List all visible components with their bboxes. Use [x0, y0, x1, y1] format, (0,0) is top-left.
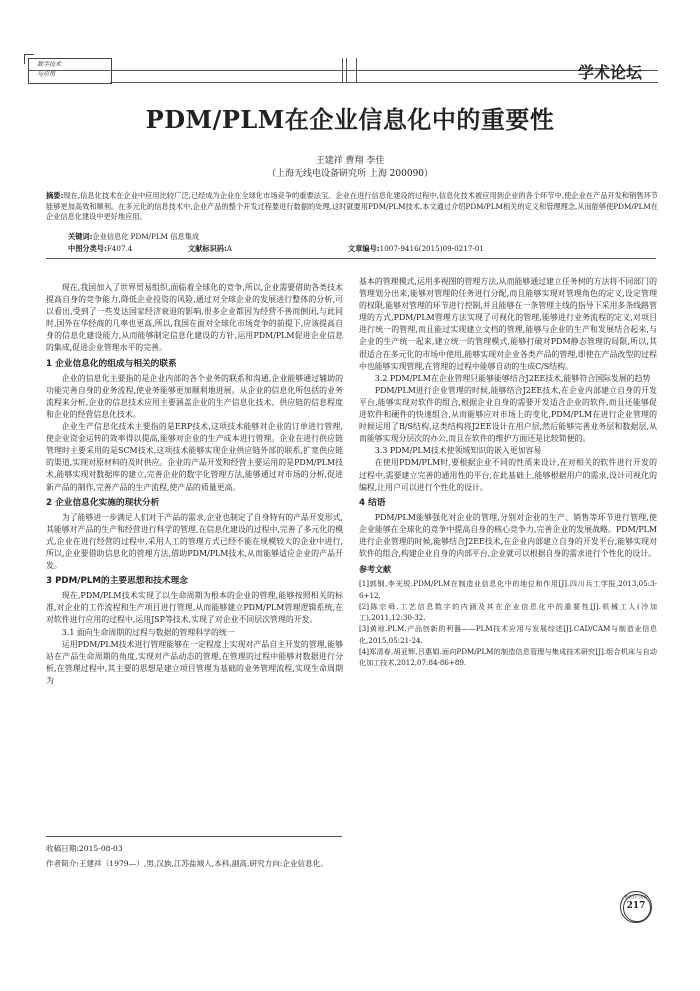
metadata-rule [46, 258, 656, 259]
article-title: PDM/PLM在企业信息化中的重要性 [145, 105, 555, 134]
section-4-paragraph: PDM/PLM能够强化对企业的管理,分别对企业的生产、销售等环节进行管理,使企业能够在全球化的竞争中提高自身的核心竞争力,完善企业的发展战略。PDM/PLM进行企业管理的时候,能够结合J2EE技术,在企业内部建立自身的开发平台,能够实现对软件的组合,构建企业自身的内部平台,企业就可以根据自身的需求进行个性化的设计。 [359, 512, 657, 559]
keywords-label: 关键词: [68, 232, 93, 241]
section-1-paragraph-2: 企业生产信息化技术主要指的是ERP技术,这项技术能够对企业的订单进行管理,使企业资金运转的效率得以提高,能够对企业的生产成本进行管理。企业在进行供应链管理时主要采用的是SCM技术,这项技术能够实现企业供应链外部的联系,扩宽供应链的渠道,实现对原材料的及时供应。企业的产品开发和经营主要运用的是PDM/PLM技术,能够实现对数据库的建立,完善企业的数字化管理方法,能够通过对市场的分析,促进新产品的制作,完善产品的生产流程,使产品的质量更高。 [46, 422, 343, 492]
references-heading: 参考文献 [359, 565, 391, 575]
abstract [46, 191, 658, 223]
author-bio: 作者简介:王建祥（1979—）,男,汉族,江苏盐城人,本科,副高,研究方向:企业信息化。 [46, 859, 328, 868]
logo-line-2: 与应用 [37, 71, 56, 78]
section-3-paragraph: 现在,PDM/PLM技术实现了以生命周期为根本的企业的管理,能够按照相关的标准,对企业的工作流程和生产项目进行管理,从而能够建立PDM/PLM管理逻辑系统,在对软件进行应用的过程中,运用JSP等技术,实现了对企业不同层次管理的开发。 [46, 591, 343, 625]
header-rule-top [28, 70, 658, 71]
article-authors: 王建祥 曹翔 李佳 [315, 156, 385, 166]
article-no-value: 1007-9416(2015)09-0217-01 [379, 244, 484, 253]
section-1-heading: 1 企业信息化的组成与相关的联系 [46, 358, 177, 369]
reference-item: [4]郑清春,胡亚辉,吕惠娟.面向PDM/PLM的制造信息管理与集成技术研究[J].组合机床与自动化加工技术,2012,07:84-86+89. [359, 647, 657, 668]
logo-line-1: 数字技术 [37, 61, 62, 68]
logo-corner-mark [24, 54, 34, 64]
received-date: 收稿日期:2015-08-03 [46, 844, 123, 853]
article-no-label: 文章编号: [348, 244, 380, 253]
badge-arc-text: 数字技术与应用 [624, 895, 648, 899]
abstract-text: 现在,信息化技术在企业中应用比较广泛,已经成为企业在全球化市场竞争的重要法宝。企业在进行信息化建设的过程中,信息化技术被应用到企业的各个环节中,使企业在产品开发和销售环节能够更加高效和顺利。在多元化的信息技术中,企业产品的整个开发过程要进行数据的处理,这时就要用PDM/PLM技术,本文通过介绍PDM/PLM相关的定义和管理理念,从而能够使PDM/PLM在企业信息化建设中更好地应用。 [46, 191, 658, 222]
journal-logo [28, 58, 112, 84]
section-2-paragraph: 为了能够进一步满足人们对于产品的需求,企业也制定了自身特有的产品开发形式,其能够对产品的生产和经营进行科学的管理,在信息化建设的过程中,完善了多元化的模式,企业在进行经营的过程中,采用人工的管理方式已经不能在规模较大的企业中进行,所以,企业要借助信息化的管理方法,借助PDM/PLM技术,从而能够适应企业的产品开发。 [46, 512, 343, 571]
subsection-3-1-paragraph: 运用PDM/PLM技术进行管理能够在一定程度上实现对产品自主开发的管理,能够站在产品生命周期的角度,实现对产品动态的管理,在管理的过程中能够对数据进行分析,在管理过程中,其主要的思想是建立项目管理为基础的业务管理流程,实现生命周期为 [46, 639, 343, 685]
page-number: 217 [626, 901, 646, 911]
clc-value: F407.4 [106, 244, 133, 253]
intro-paragraph: 现在,我国加入了世界贸易组织,面临着全球化的竞争,所以,企业需要借助各类技术提高自身的竞争能力,降低企业投资的风险,通过对全球企业的发展进行整体的分析,可以看出,受到了一些发达国家经济衰退的影响,很多企业都因为经营不善而倒闭,与此同时,国外在华经商的几率也更高,所以,我国在面对全球化市场竞争的前提下,应该提高自身的信息化建设能力,从而能够制定信息化建设的方针,运用PDM/PLM促进企业信息的集成,促进企业管理水平的完善。 [46, 283, 343, 353]
subsection-3-2-paragraph: PDM/PLM进行企业管理的时候,能够结合J2EE技术,在企业内部建立自身的开发平台,能够实现对软件的组合,根据企业自身的需要开发适合企业的软件,而且还能够促进软件和硬件的快速组合,从而能够应对市场上的变化,PDM/PLM在进行企业管理的时候运用了B/S结构,这类结构将J2EE设计在用户层,然后能够完善业务层和数据层,从而能够实现分层次的办公,而且在软件的维护方面还是比较简便的。 [359, 385, 657, 444]
reference-item: [2]陈宗舜.工艺信息数字的内涵及其在企业信息化中的重要性[J].机械工人(冷加工),2011,12:30-32. [359, 601, 657, 623]
article-affiliation: （上海无线电设备研究所 上海 200090） [266, 169, 434, 179]
doc-code-value: A [226, 244, 233, 253]
footnote-rule [46, 836, 342, 837]
header-divider-1 [342, 58, 343, 82]
section-3-heading: 3 PDM/PLM的主要思想和技术理念 [46, 576, 188, 587]
subsection-3-3-paragraph: 在使用PDM/PLM时,要根据企业不同的性质来设计,在对相关的软件进行开发的过程中,需要建立完善的通用性的平台,在此基础上,能够根据用户的需求,设计可视化的编程,让用户可以进行个性化的设计。 [359, 458, 657, 492]
section-1-paragraph-1: 企业的信息化主要指的是企业内部的各个业务的联系和沟通,企业能够通过辅助的功能完善自身的业务流程,使业务能够更加顺利地进展。从企业的信息化所包括的业务流程来分析,企业的信息技术应用主要涵盖企业的生产信息化技术、供应链的信息程度和企业的经营信息化技术。 [46, 373, 343, 419]
keywords [68, 232, 199, 243]
subsection-3-2-heading: 3.2 PDM/PLM在企业管理只能够能够结合J2EE技术,能够符合国际发展的趋势 [374, 373, 651, 383]
body-column-right [359, 276, 657, 669]
document-code [188, 244, 232, 255]
header-rule-bottom [110, 82, 658, 83]
section-label: 学术论坛 [577, 63, 642, 82]
subsection-3-3-heading: 3.3 PDM/PLM技术使领域知识的嵌入更加容易 [374, 446, 542, 456]
section-4-heading: 4 结语 [359, 497, 386, 508]
section-2-heading: 2 企业信息化实施的现状分析 [46, 497, 160, 508]
reference-item: [3]黄琼.PLM,产品创新的利器——PLM技术应用与发展综述[J].CAD/CAM与制造业信息化,2015,05:21-24. [359, 624, 657, 645]
clc-number [68, 244, 132, 255]
abstract-label: 摘要: [46, 191, 64, 200]
body-column-left [46, 282, 343, 687]
subsection-3-1-heading: 3.1 面向生命周期的过程与数据的管理科学的统一 [61, 627, 235, 637]
header-divider-2 [346, 58, 347, 82]
subsection-3-1-continued: 基本的管理模式,运用多视图的管理方法,从而能够通过建立任务树的方法将不同部门的管理划分出来,能够对管理的任务进行分配,而且能够实现对管理角色的定义,设定管理的权限,能够对管理的环节进行控制,并且能够在一条管理主线的指导下采用多条线路管理的方式,PDM/PLM管理方法实现了可视化的管理,能够进行业务流程的定义,对项目进行统一的管理,而且能过实现建立文档的管理,能够与企业的生产和发展结合起来,与企业的生产统一起来,建立统一的管理模式,能够打破对PDM静态管理的局限,所以,其很适合在多元化的市场中使用,能够实现对企业各类产品的管理,即使在产品改型的过程中也能够实现管理,在管理的过程中能够自动的生成C/S结构。 [359, 277, 657, 371]
keywords-text: 企业信息化 PDM/PLM 信息集成 [92, 232, 200, 241]
article-number [348, 244, 484, 255]
reference-item: [1]郭钢,李光锐.PDM/PLM在制造业信息化中的地位和作用[J].四川兵工学报,2013,05:3-6+12. [359, 579, 657, 600]
doc-code-label: 文献标识码: [188, 244, 227, 253]
clc-label: 中图分类号: [68, 244, 107, 253]
header-divider-3 [356, 58, 357, 82]
page-number-badge [620, 891, 652, 923]
